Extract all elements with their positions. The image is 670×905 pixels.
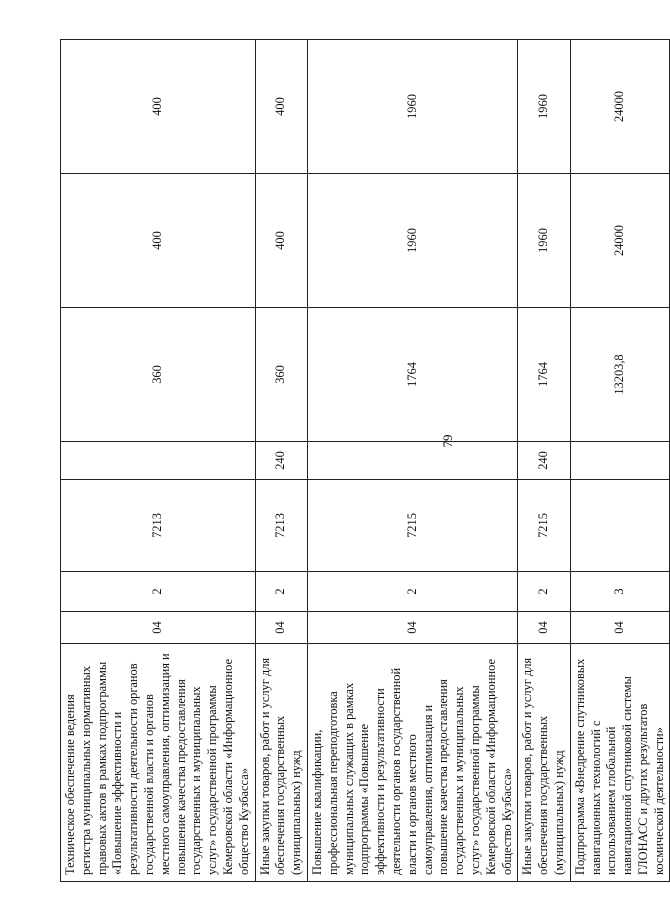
table-row bbox=[255, 40, 307, 882]
row-subsection: 2 bbox=[61, 572, 256, 612]
row-amount-1: 360 bbox=[255, 308, 307, 442]
row-name: Иные закупки товаров, работ и услуг для обеспечения государственных (муниципальных) нужд bbox=[255, 644, 307, 882]
row-amount-3: 400 bbox=[61, 40, 256, 174]
row-amount-2: 400 bbox=[255, 174, 307, 308]
row-section: 04 bbox=[570, 612, 670, 644]
row-subsection: 3 bbox=[570, 572, 670, 612]
row-name: Техническое обеспечение ведения регистра муниципальных нормативных правовых актов в рамках подпрограммы «Повышение эффективности и результативности деятельности органов государственной власти и органов местного самоуправления, оптимизация и повышение качества предоставления государственных и муниципальных услуг» государственной программы Кемеровской области «Информационное общество Кузбасса» bbox=[61, 644, 256, 882]
table-row bbox=[307, 40, 517, 882]
row-expense-type bbox=[61, 442, 256, 480]
row-expense-type bbox=[570, 442, 670, 480]
row-expense-type: 240 bbox=[518, 442, 570, 480]
row-amount-1: 1764 bbox=[518, 308, 570, 442]
row-subsection: 2 bbox=[307, 572, 517, 612]
row-expense-type: 240 bbox=[255, 442, 307, 480]
table-row bbox=[61, 40, 256, 882]
row-target-article: 7213 bbox=[61, 480, 256, 572]
row-target-article bbox=[570, 480, 670, 572]
table-row bbox=[518, 40, 570, 882]
row-amount-1: 1764 bbox=[307, 308, 517, 442]
row-subsection: 2 bbox=[255, 572, 307, 612]
row-target-article: 7215 bbox=[307, 480, 517, 572]
row-amount-3: 1960 bbox=[518, 40, 570, 174]
row-name: Подпрограмма «Внедрение спутниковых навигационных технологий с использованием глобальной навигационной спутниковой системы ГЛОНАСС и других результатов космической деятельности» bbox=[570, 644, 670, 882]
row-amount-1: 360 bbox=[61, 308, 256, 442]
row-name: Иные закупки товаров, работ и услуг для обеспечения государственных (муниципальных) нужд bbox=[518, 644, 570, 882]
row-amount-2: 400 bbox=[61, 174, 256, 308]
row-subsection: 2 bbox=[518, 572, 570, 612]
row-amount-2: 1960 bbox=[518, 174, 570, 308]
row-expense-type bbox=[307, 442, 517, 480]
row-amount-2: 1960 bbox=[307, 174, 517, 308]
row-target-article: 7215 bbox=[518, 480, 570, 572]
row-amount-1: 13203,8 bbox=[570, 308, 670, 442]
page-number: 79 bbox=[440, 434, 455, 448]
row-amount-3: 400 bbox=[255, 40, 307, 174]
row-target-article: 7213 bbox=[255, 480, 307, 572]
row-section: 04 bbox=[518, 612, 570, 644]
row-section: 04 bbox=[255, 612, 307, 644]
table-row bbox=[570, 40, 670, 882]
row-section: 04 bbox=[61, 612, 256, 644]
row-amount-3: 1960 bbox=[307, 40, 517, 174]
row-amount-2: 24000 bbox=[570, 174, 670, 308]
row-name: Повышение квалификации, профессиональная переподготовка муниципальных служащих в рамках подпрограммы «Повышение эффективности и результативности деятельности органов государственной власти и органов местного самоуправления, оптимизация и повышение качества предоставления государственных и муниципальных услуг» государственной программы Кемеровской области «Информационное общество Кузбасса» bbox=[307, 644, 517, 882]
budget-table bbox=[60, 39, 670, 882]
row-section: 04 bbox=[307, 612, 517, 644]
row-amount-3: 24000 bbox=[570, 40, 670, 174]
